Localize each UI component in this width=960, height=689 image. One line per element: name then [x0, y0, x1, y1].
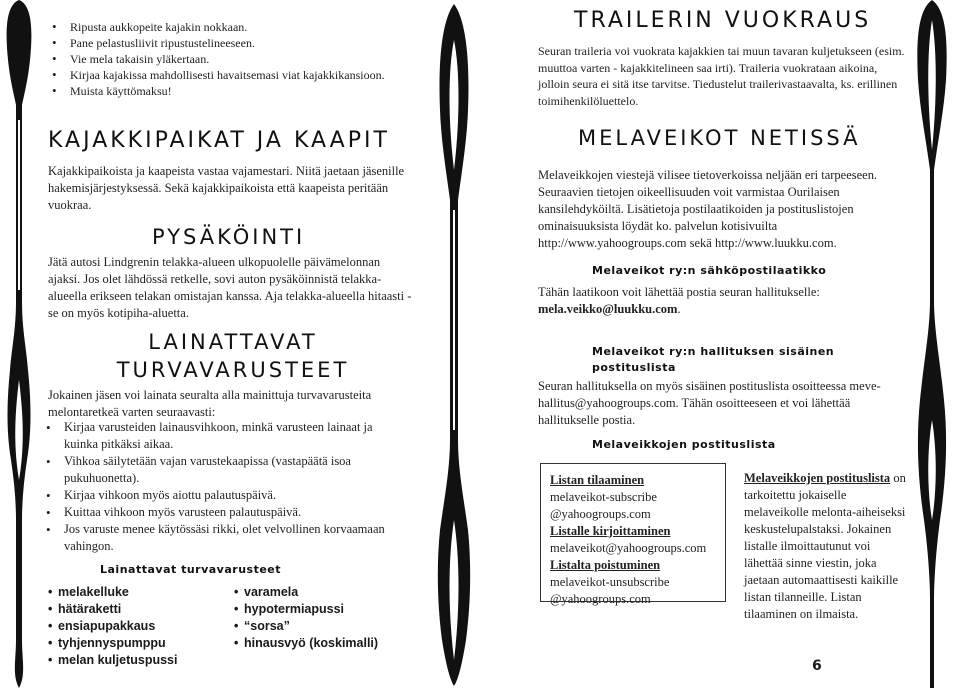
gear-item: • hätäraketti: [48, 601, 228, 618]
rule-item: • Kirjaa vihkoon myös aiottu palautuspäivä.: [42, 487, 407, 504]
pysakointi-text: Jätä autosi Lindgrenin telakka-alueen ulkopuolelle päivämelonnan ajaksi. Jos olet lähdössä retkelle, sovi auton pysäköinnistä telakka-alueella erikseen telakan omistajan kanssa. Aja telakka-alueella hitaasti - se on myös kotipiha-aluetta.: [48, 255, 412, 320]
gear-item: • ensiapupakkaus: [48, 618, 228, 635]
checklist-item: • Ripusta aukkopeite kajakin nokkaan.: [48, 19, 428, 35]
traileri-text: Seuran traileria voi vuokrata kajakkien tai muun tavaran kuljetukseen (esim. muuttoa varten - kajakkitelineen saa irti). Traileria vuokrataan aikoina, jolloin seura ei sitä itse tarvitse. Tiedustelut trailerivastaavalta, ks. erillinen toimihenkilöluettelo.: [538, 44, 905, 108]
kajakkipaikat-heading: KAJAKKIPAIKAT JA KAAPIT: [48, 128, 390, 153]
checklist-item: • Kirjaa kajakissa mahdollisesti havaitsemasi viat kajakkikansioon.: [48, 67, 428, 83]
lainattavat-intro: Jokainen jäsen voi lainata seuralta alla mainittuja turvavarusteita melontaretkeä varten seuraavasti:: [48, 388, 372, 419]
sisainen-text: Seuran hallituksella on myös sisäinen postituslista osoitteessa meve-hallitus@yahoogroups.com. Tähän osoitteeseen et voi lähettää hallitukselle postia.: [538, 379, 881, 427]
rule-item: • Kuittaa vihkoon myös varusteen palautuspäivä.: [42, 504, 407, 521]
pysakointi-heading: PYSÄKÖINTI: [152, 225, 306, 249]
box-subscribe-address-1: melaveikot-subscribe: [550, 490, 657, 504]
lainattavat-heading-line1: LAINATTAVAT: [148, 330, 318, 354]
gear-item: • “sorsa”: [234, 618, 424, 635]
sahkoposti-email-link[interactable]: mela.veikko@luukku.com: [538, 302, 678, 316]
mailing-list-box: [540, 463, 726, 606]
melaveikot-heading: MELAVEIKOT NETISSÄ: [578, 126, 861, 150]
gear-item: • melan kuljetuspussi: [48, 652, 228, 669]
lainattavat-rules: [42, 419, 407, 555]
page-number: 6: [812, 658, 822, 674]
mailing-list-name: Melaveikkojen postituslista: [744, 471, 891, 485]
paddle-left-icon: [2, 0, 36, 689]
gear-item: • hypotermiapussi: [234, 601, 424, 618]
box-subscribe-address-2: @yahoogroups.com: [550, 507, 651, 521]
mailing-list-text: on tarkoitettu jokaiselle melaveikolle melonta-aiheiseksi keskustelupalstaksi. Jokainen listalle ilmoittautunut voi lähettää sinne viestin, joka jaetaan automaattisesti kaikille listan tilanneille. Listan tilaaminen on ilmaista.: [744, 471, 906, 621]
checklist-item: • Vie mela takaisin yläkertaan.: [48, 51, 428, 67]
gear-list-right: [234, 584, 424, 652]
gear-item: • melakelluke: [48, 584, 228, 601]
sahkoposti-period: .: [677, 302, 681, 316]
rule-item: • Vihkoa säilytetään vajan varustekaapissa (vastapäätä isoa pukuhuonetta).: [42, 453, 407, 487]
sahkoposti-text: [538, 284, 908, 318]
box-unsubscribe-address-1: melaveikot-unsubscribe: [550, 575, 670, 589]
checklist-item: • Pane pelastusliivit ripustustelineeseen.: [48, 35, 428, 51]
melaveikot-text: Melaveikkojen viestejä vilisee tietoverkoissa neljään eri tarpeeseen. Seuraavien tietojen oikeellisuuden voit varmistaa Ourilaisen kansilehdyköiltä. Lisätietoja postilaatikoiden ja postituslistojen ominaisuuksista löydät ko. palvelun kotisivuilta http://www.yahoogroups.com sekä http://www.luukku.com.: [538, 168, 878, 250]
rule-item: • Jos varuste menee käytössäsi rikki, olet velvollinen korvaamaan vahingon.: [42, 521, 407, 555]
checklist-item: • Muista käyttömaksu!: [48, 83, 428, 99]
box-unsubscribe-label: Listalta poistuminen: [550, 558, 661, 572]
sisainen-title-line2: postituslista: [592, 361, 676, 374]
lainattavat-heading-line2: TURVAVARUSTEET: [116, 358, 350, 382]
checklist: [48, 19, 428, 99]
sahkoposti-desc: Tähän laatikoon voit lähettää postia seuran hallitukselle:: [538, 285, 820, 299]
gear-item: • tyhjennyspumppu: [48, 635, 228, 652]
traileri-heading: TRAILERIN VUOKRAUS: [574, 8, 872, 33]
mailing-list-description: [744, 470, 912, 623]
postituslista-title: Melaveikkojen postituslista: [592, 438, 776, 451]
rule-item: • Kirjaa varusteiden lainausvihkoon, minkä varusteen lainaat ja kuinka pitkäksi aikaa.: [42, 419, 407, 453]
box-post-address: melaveikot@yahoogroups.com: [550, 541, 707, 555]
lainattavat-heading: [48, 328, 418, 384]
sisainen-title-line1: Melaveikot ry:n hallituksen sisäinen: [592, 345, 835, 358]
sahkoposti-title: Melaveikot ry:n sähköpostilaatikko: [592, 264, 827, 277]
box-subscribe-label: Listan tilaaminen: [550, 473, 645, 487]
gear-item: • varamela: [234, 584, 424, 601]
box-post-label: Listalle kirjoittaminen: [550, 524, 671, 538]
box-unsubscribe-address-2: @yahoogroups.com: [550, 592, 651, 606]
kajakkipaikat-text: Kajakkipaikoista ja kaapeista vastaa vajamestari. Niitä jaetaan jäsenille hakemisjärjestyksessä. Sekä kajakkipaikoista että kaapeista peritään vuokraa.: [48, 164, 405, 212]
paddle-right-icon: [912, 0, 952, 689]
gear-list-left: [48, 584, 228, 669]
gear-list-title: Lainattavat turvavarusteet: [100, 563, 282, 576]
sisainen-title: [592, 344, 834, 376]
gear-item: • hinausvyö (koskimalli): [234, 635, 424, 652]
paddle-center-icon: [432, 0, 476, 689]
